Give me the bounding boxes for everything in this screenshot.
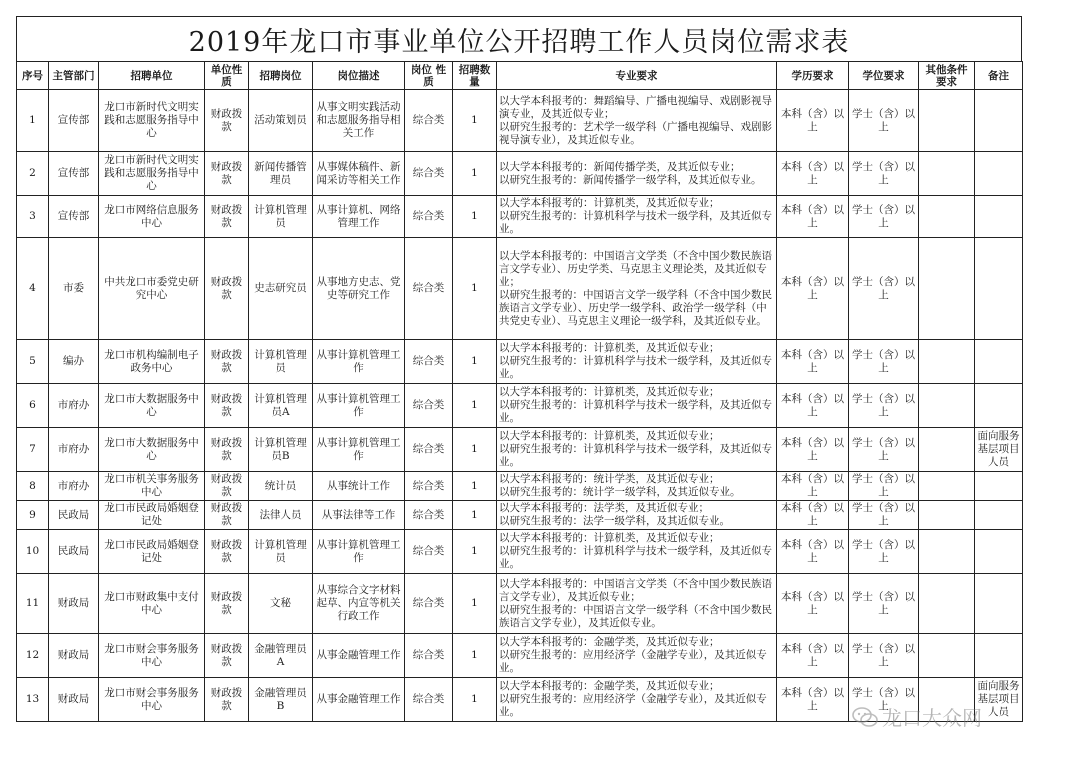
cell-note <box>975 90 1023 152</box>
cell-seq: 10 <box>17 530 49 574</box>
cell-seq: 6 <box>17 384 49 428</box>
header-desc: 岗位描述 <box>313 62 405 90</box>
cell-dept: 市府办 <box>49 384 99 428</box>
cell-degree: 学士（含）以上 <box>849 152 919 196</box>
cell-major <box>497 472 777 501</box>
cell-edu: 本科（含）以上 <box>777 472 849 501</box>
watermark <box>852 702 982 731</box>
cell-dept: 财政局 <box>49 678 99 722</box>
cell-note <box>975 574 1023 634</box>
cell-edu: 本科（含）以上 <box>777 152 849 196</box>
cell-degree: 学士（含）以上 <box>849 340 919 384</box>
page-title: 2019年龙口市事业单位公开招聘工作人员岗位需求表 <box>16 16 1022 61</box>
cell-other <box>919 90 975 152</box>
cell-count: 1 <box>453 340 497 384</box>
cell-unit-type: 财政拨款 <box>205 634 249 678</box>
wechat-icon <box>852 706 878 728</box>
major-text: 以大学本科报考的：中国语言文学类（不含中国少数民族语言文学专业），及其近似专业； 以研究生报考的：中国语言文学一级学科（不含中国少数民族语言文学专业），及其近似专业。 <box>499 577 772 629</box>
cell-count: 1 <box>453 238 497 340</box>
table-row <box>17 634 1023 678</box>
cell-post-type: 综合类 <box>405 530 453 574</box>
cell-post-type: 综合类 <box>405 574 453 634</box>
major-text: 以大学本科报考的：中国语言文学类（不含中国少数民族语言文学专业）、历史学类、马克思主义理论类，及其近似专业； 以研究生报考的：中国语言文学一级学科（不含中国少数民族语言文学专业）、历史学一级学科、政治学一级学科（中共党史专业）、马克思主义理论一级学科，及其近似专业。 <box>499 249 772 327</box>
cell-other <box>919 634 975 678</box>
header-major: 专业要求 <box>497 62 777 90</box>
cell-edu: 本科（含）以上 <box>777 196 849 238</box>
cell-unit: 龙口市大数据服务中心 <box>99 384 205 428</box>
cell-dept: 市府办 <box>49 428 99 472</box>
header-post-type: 岗位 性质 <box>405 62 453 90</box>
cell-major <box>497 238 777 340</box>
cell-major <box>497 384 777 428</box>
cell-other <box>919 428 975 472</box>
cell-degree: 学士（含）以上 <box>849 196 919 238</box>
cell-post: 计算机管理员 <box>249 340 313 384</box>
cell-dept: 财政局 <box>49 574 99 634</box>
cell-note <box>975 384 1023 428</box>
header-seq: 序号 <box>17 62 49 90</box>
cell-seq: 8 <box>17 472 49 501</box>
cell-post: 金融管理员A <box>249 634 313 678</box>
cell-seq: 12 <box>17 634 49 678</box>
major-text: 以大学本科报考的：计算机类，及其近似专业； 以研究生报考的：计算机科学与技术一级学科，及其近似专业。 <box>499 532 772 570</box>
cell-unit-type: 财政拨款 <box>205 90 249 152</box>
table-row <box>17 472 1023 501</box>
major-text: 以大学本科报考的：计算机类，及其近似专业； 以研究生报考的：计算机科学与技术一级学科，及其近似专业。 <box>499 430 772 468</box>
cell-major <box>497 530 777 574</box>
table-body <box>17 90 1023 722</box>
cell-seq: 4 <box>17 238 49 340</box>
cell-other <box>919 238 975 340</box>
header-other: 其他条件要求 <box>919 62 975 90</box>
cell-major <box>497 574 777 634</box>
cell-desc: 从事统计工作 <box>313 472 405 501</box>
cell-unit-type: 财政拨款 <box>205 501 249 530</box>
cell-unit-type: 财政拨款 <box>205 574 249 634</box>
cell-unit: 龙口市民政局婚姻登记处 <box>99 501 205 530</box>
cell-post: 计算机管理员 <box>249 196 313 238</box>
table-row <box>17 196 1023 238</box>
cell-post: 计算机管理员A <box>249 384 313 428</box>
cell-desc: 从事媒体稿件、新闻采访等相关工作 <box>313 152 405 196</box>
table-row <box>17 530 1023 574</box>
cell-degree: 学士（含）以上 <box>849 574 919 634</box>
cell-major <box>497 90 777 152</box>
cell-edu: 本科（含）以上 <box>777 501 849 530</box>
cell-unit-type: 财政拨款 <box>205 152 249 196</box>
recruitment-table <box>16 61 1023 722</box>
cell-count: 1 <box>453 428 497 472</box>
cell-unit: 龙口市网络信息服务中心 <box>99 196 205 238</box>
cell-unit: 龙口市机关事务服务中心 <box>99 472 205 501</box>
cell-note <box>975 196 1023 238</box>
cell-major <box>497 196 777 238</box>
cell-unit-type: 财政拨款 <box>205 340 249 384</box>
cell-post: 计算机管理员B <box>249 428 313 472</box>
major-text: 以大学本科报考的：法学类，及其近似专业； 以研究生报考的：法学一级学科，及其近似专业。 <box>499 502 730 527</box>
cell-post-type: 综合类 <box>405 384 453 428</box>
cell-count: 1 <box>453 530 497 574</box>
cell-degree: 学士（含）以上 <box>849 530 919 574</box>
cell-other <box>919 472 975 501</box>
table-row <box>17 238 1023 340</box>
cell-seq: 11 <box>17 574 49 634</box>
cell-edu: 本科（含）以上 <box>777 238 849 340</box>
cell-seq: 3 <box>17 196 49 238</box>
cell-count: 1 <box>453 152 497 196</box>
header-count: 招聘数量 <box>453 62 497 90</box>
cell-unit: 中共龙口市委党史研究中心 <box>99 238 205 340</box>
cell-note <box>975 238 1023 340</box>
cell-major <box>497 634 777 678</box>
cell-seq: 5 <box>17 340 49 384</box>
cell-count: 1 <box>453 678 497 722</box>
cell-degree: 学士（含）以上 <box>849 384 919 428</box>
cell-note: 面向服务基层项目人员 <box>975 678 1023 722</box>
cell-desc: 从事地方史志、党史等研究工作 <box>313 238 405 340</box>
cell-post-type: 综合类 <box>405 340 453 384</box>
cell-count: 1 <box>453 574 497 634</box>
cell-unit: 龙口市财政集中支付中心 <box>99 574 205 634</box>
cell-unit-type: 财政拨款 <box>205 530 249 574</box>
cell-edu: 本科（含）以上 <box>777 574 849 634</box>
header-dept: 主管部门 <box>49 62 99 90</box>
cell-unit: 龙口市民政局婚姻登记处 <box>99 530 205 574</box>
cell-unit: 龙口市大数据服务中心 <box>99 428 205 472</box>
cell-other <box>919 340 975 384</box>
cell-post: 史志研究员 <box>249 238 313 340</box>
header-post: 招聘岗位 <box>249 62 313 90</box>
cell-desc: 从事计算机管理工作 <box>313 340 405 384</box>
table-row <box>17 428 1023 472</box>
cell-seq: 2 <box>17 152 49 196</box>
cell-degree: 学士（含）以上 <box>849 428 919 472</box>
cell-major <box>497 501 777 530</box>
cell-post: 法律人员 <box>249 501 313 530</box>
cell-post: 金融管理员B <box>249 678 313 722</box>
cell-desc: 从事计算机管理工作 <box>313 530 405 574</box>
cell-dept: 市府办 <box>49 472 99 501</box>
cell-desc: 从事计算机管理工作 <box>313 428 405 472</box>
cell-other <box>919 501 975 530</box>
cell-major <box>497 340 777 384</box>
cell-seq: 13 <box>17 678 49 722</box>
cell-degree: 学士（含）以上 <box>849 238 919 340</box>
cell-major <box>497 678 777 722</box>
table-row <box>17 152 1023 196</box>
cell-note: 面向服务基层项目人员 <box>975 428 1023 472</box>
cell-dept: 宣传部 <box>49 152 99 196</box>
cell-note <box>975 634 1023 678</box>
cell-post-type: 综合类 <box>405 238 453 340</box>
cell-edu: 本科（含）以上 <box>777 530 849 574</box>
header-row <box>17 62 1023 90</box>
cell-edu: 本科（含）以上 <box>777 428 849 472</box>
cell-post-type: 综合类 <box>405 152 453 196</box>
cell-count: 1 <box>453 472 497 501</box>
cell-unit-type: 财政拨款 <box>205 196 249 238</box>
cell-dept: 宣传部 <box>49 90 99 152</box>
cell-count: 1 <box>453 634 497 678</box>
cell-note <box>975 530 1023 574</box>
cell-post: 文秘 <box>249 574 313 634</box>
cell-post-type: 综合类 <box>405 501 453 530</box>
cell-post: 新闻传播管理员 <box>249 152 313 196</box>
cell-degree: 学士（含）以上 <box>849 90 919 152</box>
cell-unit-type: 财政拨款 <box>205 238 249 340</box>
table-row <box>17 90 1023 152</box>
header-unit-type: 单位性质 <box>205 62 249 90</box>
major-text: 以大学本科报考的：金融学类，及其近似专业； 以研究生报考的：应用经济学（金融学专业），及其近似专业。 <box>499 636 767 674</box>
major-text: 以大学本科报考的：计算机类，及其近似专业； 以研究生报考的：计算机科学与技术一级学科，及其近似专业。 <box>499 342 772 380</box>
cell-unit-type: 财政拨款 <box>205 678 249 722</box>
cell-post: 统计员 <box>249 472 313 501</box>
cell-degree: 学士（含）以上 <box>849 634 919 678</box>
cell-major <box>497 152 777 196</box>
cell-seq: 1 <box>17 90 49 152</box>
cell-unit-type: 财政拨款 <box>205 428 249 472</box>
cell-dept: 财政局 <box>49 634 99 678</box>
major-text: 以大学本科报考的：金融学类，及其近似专业； 以研究生报考的：应用经济学（金融学专业），及其近似专业。 <box>499 680 767 718</box>
table-row <box>17 501 1023 530</box>
major-text: 以大学本科报考的：新闻传播学类，及其近似专业； 以研究生报考的：新闻传播学一级学科，及其近似专业。 <box>499 160 762 186</box>
cell-post-type: 综合类 <box>405 428 453 472</box>
cell-degree: 学士（含）以上 <box>849 501 919 530</box>
cell-desc: 从事文明实践活动和志愿服务指导相关工作 <box>313 90 405 152</box>
cell-post-type: 综合类 <box>405 634 453 678</box>
cell-post-type: 综合类 <box>405 678 453 722</box>
cell-note <box>975 152 1023 196</box>
cell-count: 1 <box>453 501 497 530</box>
cell-edu: 本科（含）以上 <box>777 340 849 384</box>
header-unit: 招聘单位 <box>99 62 205 90</box>
cell-desc: 从事综合文字材料起草、内宣等机关行政工作 <box>313 574 405 634</box>
cell-desc: 从事计算机管理工作 <box>313 384 405 428</box>
cell-note <box>975 340 1023 384</box>
cell-dept: 民政局 <box>49 530 99 574</box>
cell-post-type: 综合类 <box>405 90 453 152</box>
table-row <box>17 384 1023 428</box>
header-degree: 学位要求 <box>849 62 919 90</box>
cell-unit-type: 财政拨款 <box>205 384 249 428</box>
cell-post: 计算机管理员 <box>249 530 313 574</box>
cell-note <box>975 472 1023 501</box>
cell-dept: 民政局 <box>49 501 99 530</box>
cell-other <box>919 530 975 574</box>
cell-edu: 本科（含）以上 <box>777 678 849 722</box>
cell-seq: 9 <box>17 501 49 530</box>
header-note: 备注 <box>975 62 1023 90</box>
cell-desc: 从事金融管理工作 <box>313 634 405 678</box>
cell-count: 1 <box>453 384 497 428</box>
cell-dept: 宣传部 <box>49 196 99 238</box>
cell-note <box>975 501 1023 530</box>
watermark-text: 龙口大众网 <box>882 706 982 730</box>
cell-degree: 学士（含）以上 <box>849 472 919 501</box>
cell-unit: 龙口市新时代文明实践和志愿服务指导中心 <box>99 90 205 152</box>
cell-desc: 从事法律等工作 <box>313 501 405 530</box>
cell-other <box>919 384 975 428</box>
cell-edu: 本科（含）以上 <box>777 634 849 678</box>
major-text: 以大学本科报考的：统计学类，及其近似专业； 以研究生报考的：统计学一级学科，及其近似专业。 <box>499 473 741 498</box>
cell-major <box>497 428 777 472</box>
cell-desc: 从事计算机、网络管理工作 <box>313 196 405 238</box>
cell-unit: 龙口市财会事务服务中心 <box>99 634 205 678</box>
cell-count: 1 <box>453 196 497 238</box>
major-text: 以大学本科报考的：计算机类，及其近似专业； 以研究生报考的：计算机科学与技术一级学科，及其近似专业。 <box>499 386 772 424</box>
cell-other <box>919 152 975 196</box>
cell-other <box>919 574 975 634</box>
cell-post: 活动策划员 <box>249 90 313 152</box>
cell-seq: 7 <box>17 428 49 472</box>
header-edu: 学历要求 <box>777 62 849 90</box>
recruitment-sheet <box>16 16 1022 722</box>
cell-post-type: 综合类 <box>405 472 453 501</box>
cell-unit-type: 财政拨款 <box>205 472 249 501</box>
cell-edu: 本科（含）以上 <box>777 90 849 152</box>
cell-unit: 龙口市财会事务服务中心 <box>99 678 205 722</box>
cell-count: 1 <box>453 90 497 152</box>
cell-dept: 市委 <box>49 238 99 340</box>
cell-dept: 编办 <box>49 340 99 384</box>
cell-degree: 学士（含）以上 <box>849 678 919 722</box>
cell-other <box>919 196 975 238</box>
table-row <box>17 340 1023 384</box>
cell-edu: 本科（含）以上 <box>777 384 849 428</box>
major-text: 以大学本科报考的：计算机类，及其近似专业； 以研究生报考的：计算机科学与技术一级学科，及其近似专业。 <box>499 197 772 235</box>
major-text: 以大学本科报考的：舞蹈编导、广播电视编导、戏剧影视导演专业，及其近似专业； 以研究生报考的：艺术学一级学科（广播电视编导、戏剧影视导演专业），及其近似专业。 <box>499 94 772 146</box>
cell-post-type: 综合类 <box>405 196 453 238</box>
cell-desc: 从事金融管理工作 <box>313 678 405 722</box>
cell-unit: 龙口市新时代文明实践和志愿服务指导中心 <box>99 152 205 196</box>
cell-unit: 龙口市机构编制电子政务中心 <box>99 340 205 384</box>
table-row <box>17 574 1023 634</box>
